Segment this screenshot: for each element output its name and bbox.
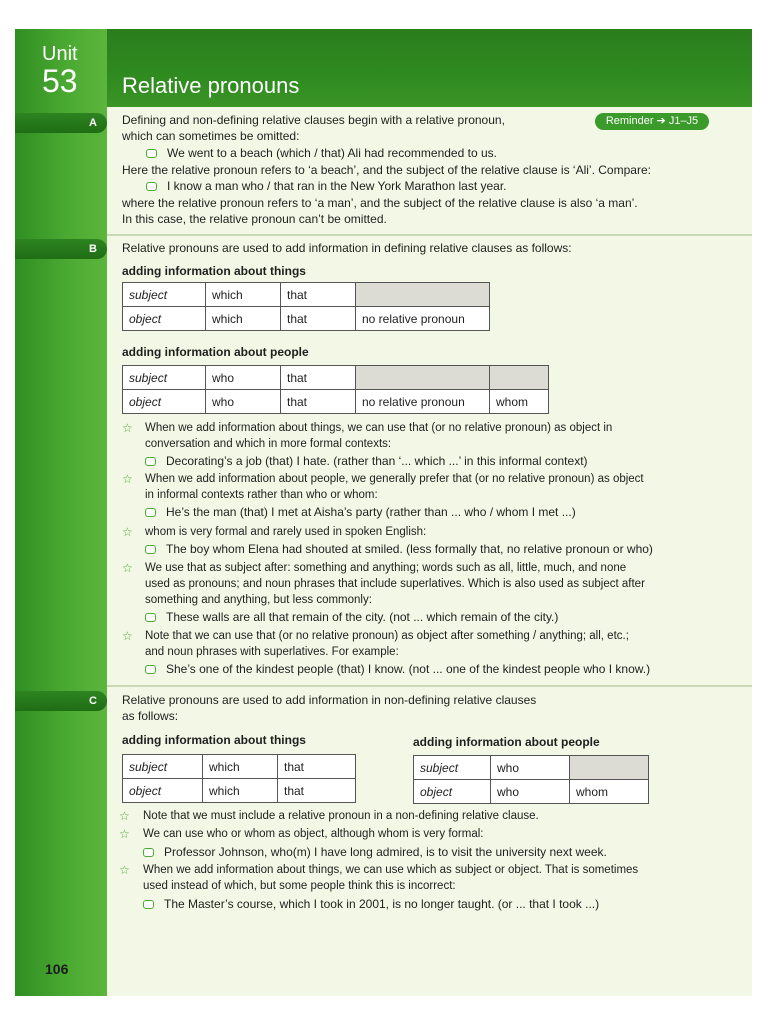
example-line: She’s one of the kindest people (that) I know. (not ... one of the kindest people who I know.) [145,662,650,676]
text-line: We can use who or whom as object, although whom is very formal: [143,828,484,840]
table-row [123,390,549,414]
non-defining-people-table [413,755,649,804]
section-tab-c: C [15,691,107,711]
example-bullet-icon [145,457,156,466]
table-row [123,779,356,803]
table-cell [570,756,649,780]
example-line: I know a man who / that ran in the New York Marathon last year. [146,179,507,193]
table-cell: no relative pronoun [356,390,490,414]
star-icon: ☆ [119,863,130,877]
non-defining-things-table [122,754,356,803]
example-line: We went to a beach (which / that) Ali had recommended to us. [146,146,497,160]
table-row [123,366,549,390]
text-line: Relative pronouns are used to add information in defining relative clauses as follows: [122,241,572,255]
example-line: The boy whom Elena had shouted at smiled. (less formally that, no relative pronoun or who) [145,542,653,556]
subheading: adding information about things [122,733,306,747]
table-cell: that [281,390,356,414]
example-bullet-icon [145,508,156,517]
text-line: When we add information about people, we generally prefer that (or no relative pronoun) as object [145,473,644,485]
text-line: in informal contexts rather than who or whom: [145,489,378,501]
example-bullet-icon [145,613,156,622]
text-line: Note that we must include a relative pronoun in a non-defining relative clause. [143,810,539,822]
text-line: Here the relative pronoun refers to ‘a beach’, and the subject of the relative clause is ‘Ali’. Compare: [122,163,651,177]
text-line: used instead of which, but some people think this is incorrect: [143,880,456,892]
reminder-badge: Reminder ➔ J1–J5 [595,113,709,130]
table-cell: object [123,779,203,803]
table-cell: who [206,390,281,414]
table-cell: that [278,779,356,803]
table-cell: subject [414,756,491,780]
table-cell [356,366,490,390]
text-line: and noun phrases with superlatives. For example: [145,646,399,658]
text-line: Relative pronouns are used to add information in non-defining relative clauses [122,693,537,707]
subheading: adding information about people [122,345,309,359]
table-cell: that [281,307,356,331]
text-line: as follows: [122,709,179,723]
example-bullet-icon [146,182,157,191]
table-cell: that [281,366,356,390]
table-cell: subject [123,755,203,779]
page-title: Relative pronouns [122,73,300,98]
text-line: When we add information about things, we can use which as subject or object. That is sometimes [143,864,639,876]
table-cell: that [278,755,356,779]
subheading: adding information about people [413,735,600,749]
text-line: Note that we can use that (or no relative pronoun) as object after something / anything; all, etc.; [145,630,629,642]
example-bullet-icon [145,665,156,674]
star-icon: ☆ [122,629,133,643]
star-icon: ☆ [122,525,133,539]
table-cell: subject [123,283,206,307]
table-cell [356,283,490,307]
unit-number: 53 [42,63,78,99]
text-line: We use that as subject after: something and anything; words such as all, little, much, and none [145,562,627,574]
example-bullet-icon [143,848,154,857]
table-row [414,756,649,780]
example-line: These walls are all that remain of the city. (not ... which remain of the city.) [145,610,558,624]
star-icon: ☆ [122,472,133,486]
text-line: conversation and which in more formal contexts: [145,438,392,450]
text-line: used as pronouns; and noun phrases that include superlatives. Which is also used as subject after [145,578,645,590]
text-line: which can sometimes be omitted: [122,129,300,143]
unit-label: Unit [42,43,78,65]
defining-things-table [122,282,490,331]
example-line: The Master’s course, which I took in 2001, is no longer taught. (or ... that I took ...) [143,897,599,911]
table-cell: which [203,755,278,779]
example-bullet-icon [146,149,157,158]
section-tab-a: A [15,113,107,133]
text-line: In this case, the relative pronoun can’t be omitted. [122,212,387,226]
table-cell: who [206,366,281,390]
table-cell: which [203,779,278,803]
table-cell: which [206,283,281,307]
table-cell: object [123,307,206,331]
page-number: 106 [45,961,69,977]
section-divider [107,685,752,687]
star-icon: ☆ [122,421,133,435]
table-row [123,307,490,331]
table-row [123,755,356,779]
example-bullet-icon [145,545,156,554]
table-cell [490,366,549,390]
table-cell: object [414,780,491,804]
table-cell: whom [570,780,649,804]
defining-people-table [122,365,549,414]
text-line: When we add information about things, we can use that (or no relative pronoun) as object in [145,422,613,434]
section-tab-b: B [15,239,107,259]
textbook-page [15,29,752,996]
star-icon: ☆ [119,827,130,841]
star-icon: ☆ [122,561,133,575]
subheading: adding information about things [122,264,306,278]
table-row [123,283,490,307]
example-line: He’s the man (that) I met at Aisha’s party (rather than ... who / whom I met ...) [145,505,576,519]
table-cell: who [491,756,570,780]
text-line: Defining and non-defining relative clauses begin with a relative pronoun, [122,113,505,127]
section-divider [107,234,752,236]
table-cell: which [206,307,281,331]
example-bullet-icon [143,900,154,909]
table-cell: that [281,283,356,307]
example-line: Professor Johnson, who(m) I have long admired, is to visit the university next week. [143,845,607,859]
star-icon: ☆ [119,809,130,823]
text-line: whom is very formal and rarely used in spoken English: [145,526,427,538]
text-line: something and anything, but less commonly: [145,594,372,606]
example-line: Decorating’s a job (that) I hate. (rather than ‘... which ...’ in this informal context) [145,454,588,468]
sidebar [15,29,107,996]
table-cell: object [123,390,206,414]
text-line: where the relative pronoun refers to ‘a man’, and the subject of the relative clause is also ‘a man’. [122,196,638,210]
table-cell: who [491,780,570,804]
table-cell: subject [123,366,206,390]
table-cell: whom [490,390,549,414]
table-row [414,780,649,804]
table-cell: no relative pronoun [356,307,490,331]
